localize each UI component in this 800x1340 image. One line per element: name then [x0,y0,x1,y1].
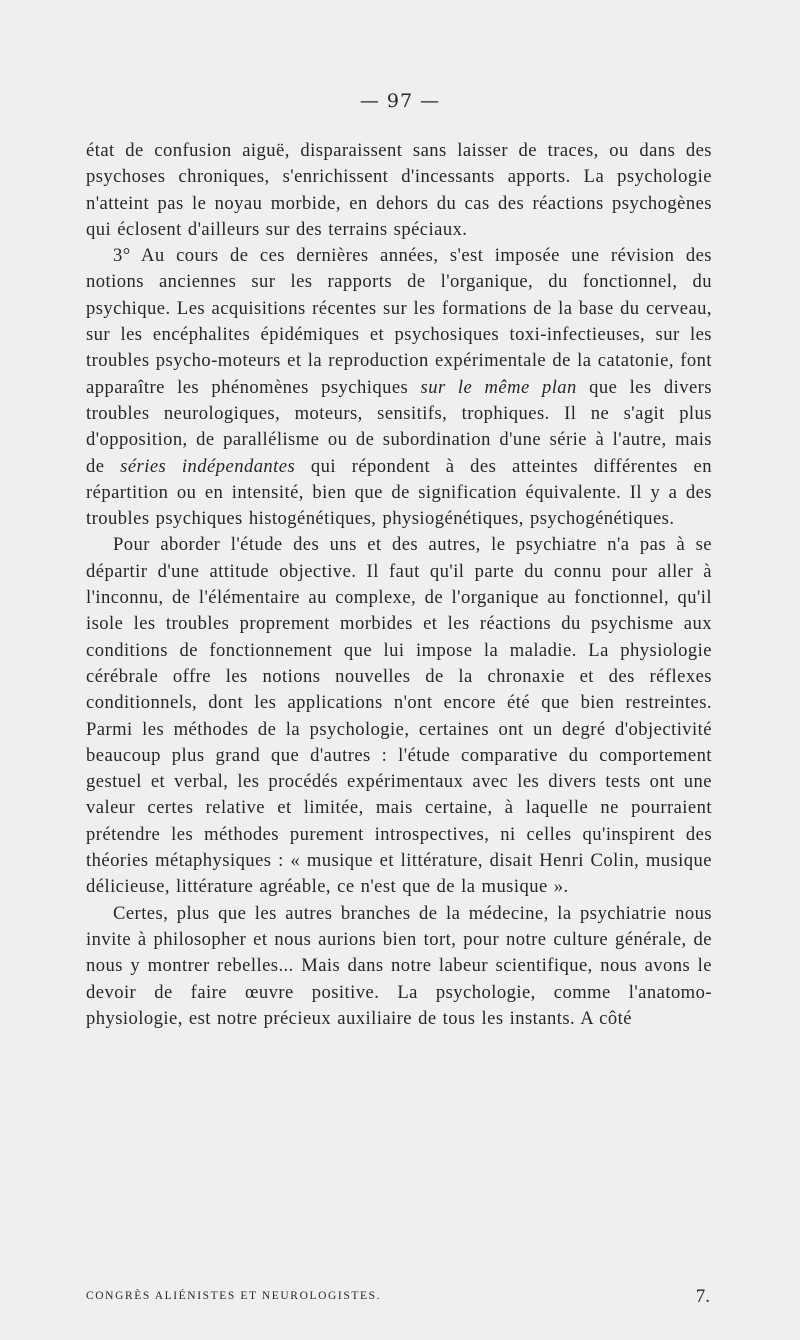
page-number: — 97 — [359,90,441,112]
emphasis-series-independantes: séries indépendantes [120,455,296,477]
page-footer [86,1286,712,1310]
footer-sheet-number: 7. [695,1286,710,1307]
paragraph-1: état de confusion aiguë, disparaissent sans laisser de traces, ou dans des psychoses chroniques, s'enrichissent d'incessants apports. La psychologie n'atteint pas le noyau morbide, en dehors du cas des réactions psychogènes qui éclosent d'ailleurs sur des terrains spéciaux. [86,140,712,240]
paragraph-2 [86,243,712,532]
paragraph-4: Certes, plus que les autres branches de la médecine, la psychiatrie nous invite à philosopher et nous aurions bien tort, pour notre culture générale, de nous y montrer rebelles... Mais dans notre labeur scientifique, nous avons le devoir de faire œuvre positive. La psychologie, comme l'anatomo-physiologie, est notre précieux auxiliaire de tous les instants. A côté [86,902,712,1029]
paragraph-2-part-2: que les divers troubles neurologiques, moteurs, sensitifs, trophiques. Il ne s'agit plus d'opposition, de parallélisme ou de subordination d'une série à l'autre, mais de [86,376,712,477]
paragraph-2-part-3: qui répondent à des atteintes différentes en répartition ou en intensité, bien que de signification équivalente. Il y a des troubles psychiques histogénétiques, physiogénétiques, psychogénétiques. [86,455,712,530]
emphasis-sur-le-meme-plan: sur le même plan [420,376,577,398]
footer-signature: CONGRÈS ALIÉNISTES ET NEUROLOGISTES. [86,1290,382,1302]
body-text [86,138,712,1032]
paragraph-2-part-1: 3° Au cours de ces dernières années, s'est imposée une révision des notions anciennes sur les rapports de l'organique, du fonctionnel, du psychique. Les acquisitions récentes sur les formations de la base du cerveau, sur les encéphalites épidémiques et psychosiques toxi-infectieuses, sur les troubles psycho-moteurs et la reproduction expérimentale de la catatonie, font apparaître les phénomènes psychiques [86,245,712,398]
paragraph-3: Pour aborder l'étude des uns et des autres, le psychiatre n'a pas à se départir d'une attitude objective. Il faut qu'il parte du connu pour aller à l'inconnu, de l'élémentaire au complexe, de l'organique au fonctionnel, qu'il isole les troubles proprement morbides et les réactions du psychisme aux conditions de fonctionnement que lui impose la maladie. La physiologie cérébrale offre les notions nouvelles de la chronaxie et des réflexes conditionnels, dont les applications n'ont encore été que bien restreintes. Parmi les méthodes de la psychologie, certaines ont un degré d'objectivité beaucoup plus grand que d'autres : l'étude comparative du comportement gestuel et verbal, les procédés expérimentaux avec les divers tests ont une valeur certes relative et limitée, mais certaine, à laquelle ne pourraient prétendre les méthodes purement introspectives, ni celles qu'inspirent des théories métaphysiques : « musique et littérature, disait Henri Colin, musique délicieuse, littérature agréable, ce n'est que de la musique ». [86,534,712,898]
